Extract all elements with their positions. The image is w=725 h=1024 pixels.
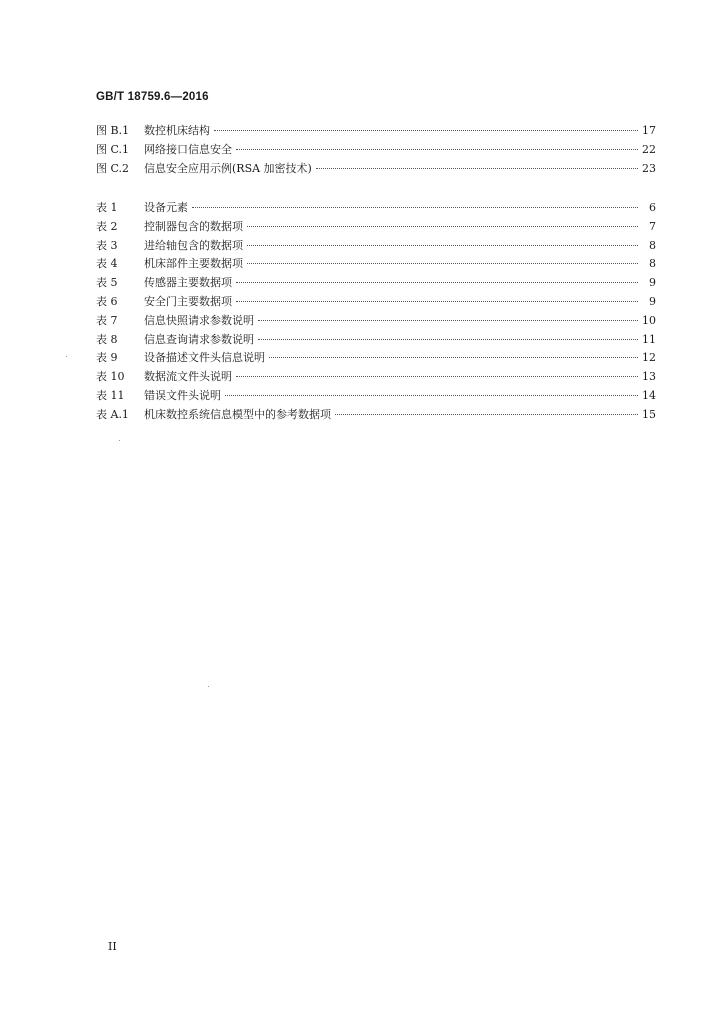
table-list	[96, 199, 656, 425]
entry-title: 进给轴包含的数据项	[144, 238, 243, 252]
entry-number: 表 6	[96, 294, 118, 308]
entry-page: 17	[642, 124, 656, 137]
dot-leader	[247, 263, 638, 264]
dot-leader	[214, 130, 638, 131]
dot-leader	[269, 357, 638, 358]
entry-page: 22	[642, 142, 656, 156]
toc-entry[interactable]	[96, 141, 656, 160]
entry-title: 数控机床结构	[144, 124, 210, 137]
page-number: II	[108, 940, 117, 953]
figure-list	[96, 122, 656, 178]
entry-page: 12	[642, 351, 656, 365]
toc-entry[interactable]	[96, 218, 656, 237]
entry-page: 9	[649, 294, 656, 308]
entry-title: 机床数控系统信息模型中的参考数据项	[144, 407, 331, 421]
entry-title: 网络接口信息安全	[144, 142, 232, 156]
entry-page: 6	[649, 201, 656, 214]
dot-leader	[236, 376, 638, 377]
entry-number: 图 B.1	[96, 124, 130, 137]
entry-title: 安全门主要数据项	[144, 294, 232, 308]
toc-entry[interactable]	[96, 387, 656, 406]
entry-number: 表 3	[96, 238, 118, 252]
entry-title: 机床部件主要数据项	[144, 257, 243, 271]
toc-entry[interactable]	[96, 349, 656, 368]
entry-page: 10	[642, 313, 656, 327]
toc-entry[interactable]	[96, 368, 656, 387]
scan-speck	[119, 440, 120, 441]
entry-page: 8	[649, 238, 656, 252]
entry-number: 表 1	[96, 201, 118, 214]
entry-page: 13	[642, 370, 656, 384]
dot-leader	[236, 301, 638, 302]
document-header: GB/T 18759.6—2016	[96, 91, 209, 103]
dot-leader	[258, 320, 638, 321]
entry-number: 表 9	[96, 351, 118, 365]
entry-title: 错误文件头说明	[144, 388, 221, 402]
toc-entry[interactable]	[96, 331, 656, 350]
dot-leader	[335, 414, 638, 415]
entry-title: 传感器主要数据项	[144, 276, 232, 290]
entry-number: 表 2	[96, 219, 118, 233]
toc-entry[interactable]	[96, 274, 656, 293]
dot-leader	[247, 226, 638, 227]
entry-page: 9	[649, 276, 656, 290]
toc-entry[interactable]	[96, 237, 656, 256]
toc-entry[interactable]	[96, 312, 656, 331]
dot-leader	[225, 395, 638, 396]
entry-number: 表 8	[96, 332, 118, 346]
entry-page: 8	[649, 257, 656, 271]
dot-leader	[236, 149, 638, 150]
scan-speck	[66, 356, 67, 357]
entry-title: 数据流文件头说明	[144, 370, 232, 384]
toc-entry[interactable]	[96, 199, 656, 218]
entry-page: 11	[642, 332, 656, 346]
entry-page: 23	[642, 161, 656, 175]
toc-entry[interactable]	[96, 293, 656, 312]
entry-number: 表 5	[96, 276, 118, 290]
entry-number: 表 10	[96, 370, 125, 384]
toc-entry[interactable]	[96, 160, 656, 179]
entry-title: 设备元素	[144, 201, 188, 214]
entry-number: 表 11	[96, 388, 125, 402]
dot-leader	[258, 339, 638, 340]
entry-page: 14	[642, 388, 656, 402]
entry-page: 7	[649, 219, 656, 233]
entry-number: 表 A.1	[96, 407, 129, 421]
entry-title: 信息安全应用示例(RSA 加密技术)	[144, 161, 312, 175]
entry-title: 控制器包含的数据项	[144, 219, 243, 233]
entry-number: 表 4	[96, 257, 118, 271]
entry-title: 信息查询请求参数说明	[144, 332, 254, 346]
entry-number: 图 C.1	[96, 142, 130, 156]
toc-entry[interactable]	[96, 122, 656, 141]
toc-entry[interactable]	[96, 255, 656, 274]
dot-leader	[316, 168, 638, 169]
toc-entry[interactable]	[96, 406, 656, 425]
dot-leader	[247, 245, 638, 246]
entry-page: 15	[642, 407, 656, 421]
entry-title: 信息快照请求参数说明	[144, 313, 254, 327]
entry-number: 表 7	[96, 313, 118, 327]
entry-number: 图 C.2	[96, 161, 130, 175]
entry-title: 设备描述文件头信息说明	[144, 351, 265, 365]
scan-speck	[208, 686, 209, 687]
dot-leader	[192, 207, 638, 208]
dot-leader	[236, 282, 638, 283]
